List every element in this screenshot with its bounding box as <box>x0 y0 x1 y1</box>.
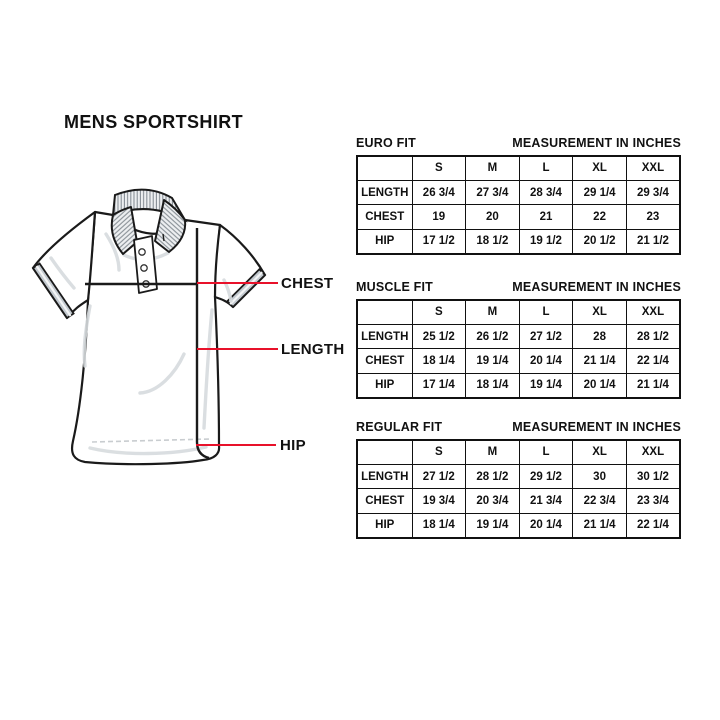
cell: 18 1/4 <box>412 349 466 373</box>
table-row-chest <box>357 489 680 513</box>
size-col-l: L <box>519 156 573 180</box>
fit-title: REGULAR FIT <box>356 420 443 434</box>
fit-title: MUSCLE FIT <box>356 280 433 294</box>
size-col-s: S <box>412 300 466 324</box>
measurement-unit-label: MEASUREMENT IN INCHES <box>512 420 681 434</box>
size-table <box>356 439 681 539</box>
size-col-xl: XL <box>573 300 627 324</box>
cell: 18 1/2 <box>466 229 520 253</box>
cell: 25 1/2 <box>412 324 466 348</box>
cell: 30 <box>573 464 627 488</box>
cell: 20 3/4 <box>466 489 520 513</box>
size-col-s: S <box>412 440 466 464</box>
hip-callout-line <box>196 444 276 446</box>
cell: 26 3/4 <box>412 180 466 204</box>
row-label: LENGTH <box>357 180 412 204</box>
row-label: LENGTH <box>357 324 412 348</box>
cell: 18 1/4 <box>412 513 466 537</box>
corner-cell <box>357 156 412 180</box>
size-col-m: M <box>466 156 520 180</box>
cell: 21 1/4 <box>573 349 627 373</box>
cell: 21 1/2 <box>626 229 680 253</box>
row-label: CHEST <box>357 489 412 513</box>
cell: 27 1/2 <box>412 464 466 488</box>
row-label: HIP <box>357 229 412 253</box>
cell: 20 1/4 <box>519 513 573 537</box>
cell: 26 1/2 <box>466 324 520 348</box>
cell: 21 <box>519 205 573 229</box>
cell: 20 <box>466 205 520 229</box>
cell: 19 3/4 <box>412 489 466 513</box>
cell: 27 1/2 <box>519 324 573 348</box>
size-header-row <box>357 156 680 180</box>
cell: 28 1/2 <box>626 324 680 348</box>
cell: 19 1/2 <box>519 229 573 253</box>
row-label: HIP <box>357 513 412 537</box>
size-col-m: M <box>466 440 520 464</box>
cell: 18 1/4 <box>466 373 520 397</box>
size-col-s: S <box>412 156 466 180</box>
size-table <box>356 155 681 255</box>
cell: 29 1/4 <box>573 180 627 204</box>
length-callout-line <box>197 348 278 350</box>
polo-shirt-illustration <box>18 178 283 483</box>
cell: 17 1/4 <box>412 373 466 397</box>
cell: 21 1/4 <box>573 513 627 537</box>
table-row-length <box>357 180 680 204</box>
cell: 19 <box>412 205 466 229</box>
size-col-xl: XL <box>573 156 627 180</box>
size-col-xl: XL <box>573 440 627 464</box>
table-row-chest <box>357 205 680 229</box>
row-label: LENGTH <box>357 464 412 488</box>
fit-title: EURO FIT <box>356 136 416 150</box>
size-chart-regular-fit <box>356 420 681 539</box>
cell: 29 3/4 <box>626 180 680 204</box>
cell: 22 1/4 <box>626 513 680 537</box>
size-chart-muscle-fit <box>356 280 681 399</box>
cell: 20 1/4 <box>573 373 627 397</box>
cell: 20 1/2 <box>573 229 627 253</box>
cell: 29 1/2 <box>519 464 573 488</box>
table-row-hip <box>357 373 680 397</box>
size-col-xxl: XXL <box>626 440 680 464</box>
size-col-m: M <box>466 300 520 324</box>
cell: 23 <box>626 205 680 229</box>
cell: 19 1/4 <box>466 349 520 373</box>
measurement-unit-label: MEASUREMENT IN INCHES <box>512 136 681 150</box>
cell: 20 1/4 <box>519 349 573 373</box>
row-label: CHEST <box>357 205 412 229</box>
cell: 22 3/4 <box>573 489 627 513</box>
size-header-row <box>357 300 680 324</box>
table-row-hip <box>357 513 680 537</box>
cell: 28 1/2 <box>466 464 520 488</box>
size-col-xxl: XXL <box>626 300 680 324</box>
cell: 21 1/4 <box>626 373 680 397</box>
cell: 19 1/4 <box>466 513 520 537</box>
cell: 30 1/2 <box>626 464 680 488</box>
row-label: CHEST <box>357 349 412 373</box>
cell: 21 3/4 <box>519 489 573 513</box>
hip-label: HIP <box>280 437 306 454</box>
size-col-l: L <box>519 440 573 464</box>
length-label: LENGTH <box>281 341 345 358</box>
size-col-xxl: XXL <box>626 156 680 180</box>
chest-label: CHEST <box>281 275 334 292</box>
table-row-length <box>357 324 680 348</box>
chest-callout-line <box>197 282 278 284</box>
cell: 19 1/4 <box>519 373 573 397</box>
size-col-l: L <box>519 300 573 324</box>
cell: 27 3/4 <box>466 180 520 204</box>
size-table <box>356 299 681 399</box>
measurement-unit-label: MEASUREMENT IN INCHES <box>512 280 681 294</box>
table-row-chest <box>357 349 680 373</box>
size-chart-euro-fit <box>356 136 681 255</box>
collar-stitch-mark <box>163 234 164 241</box>
table-row-length <box>357 464 680 488</box>
corner-cell <box>357 300 412 324</box>
table-row-hip <box>357 229 680 253</box>
cell: 23 3/4 <box>626 489 680 513</box>
cell: 28 3/4 <box>519 180 573 204</box>
cell: 22 1/4 <box>626 349 680 373</box>
cell: 28 <box>573 324 627 348</box>
size-header-row <box>357 440 680 464</box>
page-title: MENS SPORTSHIRT <box>64 112 244 132</box>
corner-cell <box>357 440 412 464</box>
row-label: HIP <box>357 373 412 397</box>
cell: 17 1/2 <box>412 229 466 253</box>
cell: 22 <box>573 205 627 229</box>
